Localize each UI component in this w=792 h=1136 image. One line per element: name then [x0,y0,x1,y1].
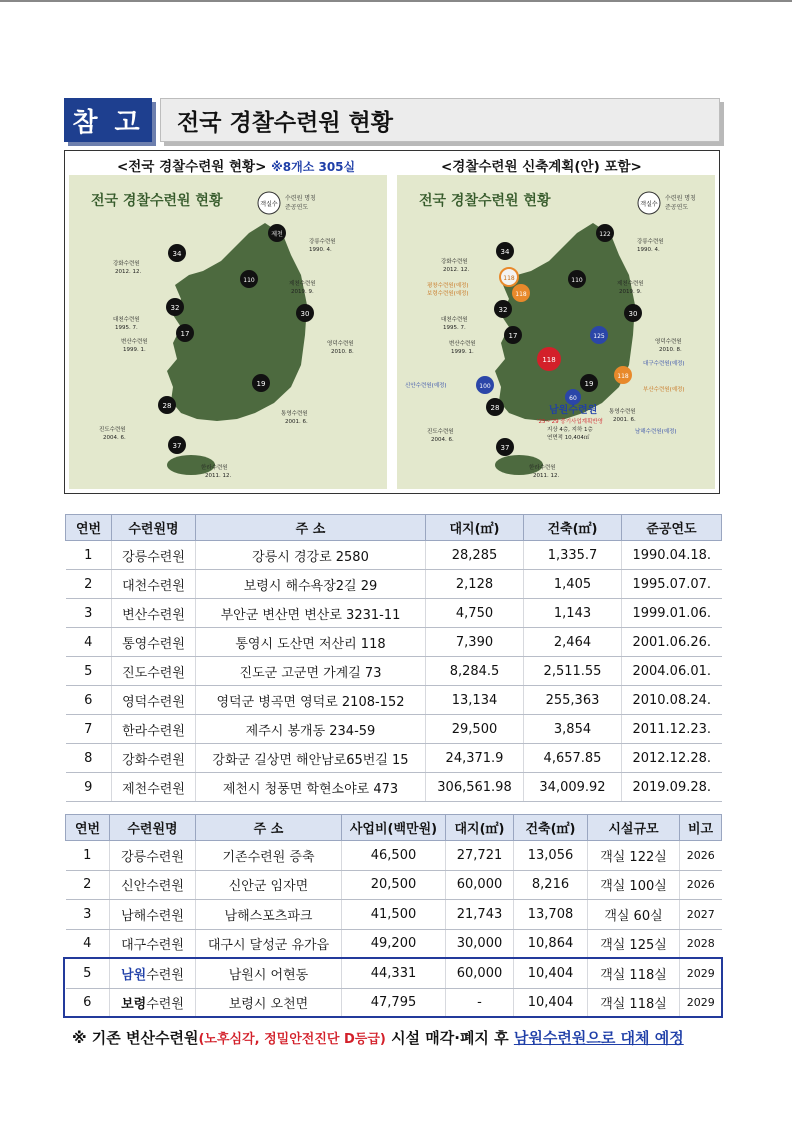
footnote: ※ 기존 변산수련원(노후심각, 정밀안전진단 D등급) 시설 매각·폐지 후 남원수련원으로 대체 예정 [72,1029,684,1047]
left-map-caption-note: ※8개소 305실 [271,160,356,174]
table-row: 6 영덕수련원 영덕군 병곡면 영덕로 2108-152 13,134 255,363 2010.08.24. [66,686,722,715]
table-row: 3 변산수련원 부안군 변산면 변산로 3231-11 4,750 1,143 1999.01.06. [66,599,722,628]
table-header-row [66,515,722,541]
table-row: 9 제천수련원 제천시 청풍면 학현소야로 473 306,561.98 34,009.92 2019.09.28. [66,773,722,802]
svg-text:2010. 8.: 2010. 8. [659,347,682,353]
svg-text:'25~'29 중기사업계획반영: '25~'29 중기사업계획반영 [537,419,603,425]
pin-daecheon [494,300,512,318]
svg-text:34: 34 [500,248,510,256]
svg-text:2012. 12.: 2012. 12. [115,269,142,275]
svg-text:한라수련원: 한라수련원 [529,465,556,471]
table-row: 5 진도수련원 진도군 고군면 가계길 73 8,284.5 2,511.55 2004.06.01. [66,657,722,686]
top-rule [0,0,792,2]
svg-text:진도수련원: 진도수련원 [427,429,454,435]
pin-gangneung [268,224,286,242]
pin-jindo [158,396,176,414]
svg-text:118: 118 [617,373,629,380]
col-completion: 준공연도 [622,515,722,541]
svg-text:2004. 6.: 2004. 6. [103,435,126,441]
svg-text:19: 19 [584,380,594,388]
svg-text:17: 17 [508,332,518,340]
pin-sinan-planned [476,376,494,394]
svg-text:32: 32 [170,304,180,312]
section-title [64,98,720,142]
col-name: 수련원명 [110,815,196,841]
current-facilities-map [69,175,387,489]
svg-text:지상 4층, 지하 1층: 지상 4층, 지하 1층 [547,427,593,433]
col-address: 주 소 [196,515,426,541]
col-building: 건축(㎡) [514,815,588,841]
pin-yeongdeok [624,304,642,322]
namwon-name: 남원수련원 [110,959,196,989]
table-row: 3 남해수련원 남해스포츠파크 41,500 21,743 13,708 객실 60실 2027 [66,900,722,930]
svg-text:2004. 6.: 2004. 6. [431,437,454,443]
svg-text:30: 30 [300,310,310,318]
pin-namwon-planned [537,347,561,371]
svg-text:2019. 9.: 2019. 9. [291,289,314,295]
svg-text:보령수련원(예정): 보령수련원(예정) [427,291,469,297]
pin-tongyeong [580,374,598,392]
pin-ganghwa [168,244,186,262]
table-row: 4 통영수련원 통영시 도산면 저산리 118 7,390 2,464 2001.06.26. [66,628,722,657]
svg-text:1990. 4.: 1990. 4. [637,247,660,253]
svg-text:남해수련원(예정): 남해수련원(예정) [635,429,677,435]
map-title: 전국 경찰수련원 현황 [419,193,551,209]
svg-text:부산수련원(예정): 부산수련원(예정) [643,387,685,393]
planned-facilities-table [65,814,722,1018]
svg-text:34: 34 [172,250,182,258]
svg-text:60: 60 [569,395,577,402]
svg-text:19: 19 [256,380,266,388]
svg-text:2010. 8.: 2010. 8. [331,349,354,355]
korea-map-current [69,175,387,489]
table-row: 2 대천수련원 보령시 해수욕장2길 29 2,128 1,405 1995.07.07. [66,570,722,599]
svg-text:대구수련원(예정): 대구수련원(예정) [643,361,685,367]
svg-text:영덕수련원: 영덕수련원 [327,341,354,347]
table-row-boryeong: 6 보령수련원 보령시 오천면 47,795 - 10,404 객실 118실 2029 [66,988,722,1018]
svg-text:1999. 1.: 1999. 1. [451,349,474,355]
svg-text:준공연도: 준공연도 [665,204,689,211]
col-building: 건축(㎡) [524,515,622,541]
svg-text:2012. 12.: 2012. 12. [443,267,470,273]
svg-text:대천수련원: 대천수련원 [113,317,140,323]
existing-facilities-table [65,514,722,802]
svg-text:객실수: 객실수 [260,201,278,208]
col-no: 연번 [66,515,112,541]
col-name: 수련원명 [112,515,196,541]
pin-tongyeong [252,374,270,392]
svg-text:118: 118 [542,356,556,364]
pin-halla [168,436,186,454]
planned-facilities-map [397,175,715,489]
col-land: 대지(㎡) [426,515,524,541]
svg-text:제천: 제천 [271,231,283,238]
svg-text:영덕수련원: 영덕수련원 [655,339,682,345]
pin-byeonsan [176,324,194,342]
svg-text:수련원 명칭: 수련원 명칭 [665,195,696,202]
table-row: 4 대구수련원 대구시 달성군 유가읍 49,200 30,000 10,864 객실 125실 2028 [66,929,722,959]
table-row-namwon: 5 남원수련원 남원시 어현동 44,331 60,000 10,404 객실 118실 2029 [66,959,722,989]
col-no: 연번 [66,815,110,841]
svg-text:강화수련원: 강화수련원 [113,261,140,267]
svg-text:평창수련원(예정): 평창수련원(예정) [427,283,469,289]
svg-text:28: 28 [162,402,172,410]
pin-ganghwa [496,242,514,260]
pin-daecheon [166,298,184,316]
col-address: 주 소 [196,815,342,841]
svg-text:준공연도: 준공연도 [285,204,309,211]
svg-text:2001. 6.: 2001. 6. [613,417,636,423]
svg-text:강화수련원: 강화수련원 [441,259,468,265]
reference-tag: 참 고 [64,98,152,142]
svg-text:110: 110 [571,277,583,284]
pin-jindo [486,398,504,416]
pin-busan-planned [614,366,632,384]
svg-text:17: 17 [180,330,190,338]
svg-text:한라수련원: 한라수련원 [201,465,228,471]
table-row: 1 강릉수련원 기존수련원 증축 46,500 27,721 13,056 객실 122실 2026 [66,841,722,871]
pin-pyeongchang-planned [500,268,518,286]
map-legend [258,192,316,214]
svg-text:변산수련원: 변산수련원 [449,341,476,347]
table-row: 8 강화수련원 강화군 길상면 해안남로65번길 15 24,371.9 4,657.85 2012.12.28. [66,744,722,773]
svg-text:1995. 7.: 1995. 7. [115,325,138,331]
svg-text:제천수련원: 제천수련원 [289,281,316,287]
table-row: 2 신안수련원 신안군 임자면 20,500 60,000 8,216 객실 100실 2026 [66,870,722,900]
svg-text:객실수: 객실수 [640,201,658,208]
svg-text:진도수련원: 진도수련원 [99,427,126,433]
table-row: 1 강릉수련원 강릉시 경강로 2580 28,285 1,335.7 1990.04.18. [66,541,722,570]
svg-text:강릉수련원: 강릉수련원 [637,239,664,245]
svg-text:122: 122 [599,231,611,238]
left-map-caption: <전국 경찰수련원 현황> ※8개소 305실 [117,159,356,175]
svg-text:통영수련원: 통영수련원 [609,409,636,415]
pin-halla [496,438,514,456]
map-title: 전국 경찰수련원 현황 [91,193,223,209]
map-legend [638,192,696,214]
pin-jecheon [240,270,258,288]
svg-text:제천수련원: 제천수련원 [617,281,644,287]
col-note: 비고 [680,815,722,841]
svg-text:100: 100 [479,383,491,390]
svg-text:2011. 12.: 2011. 12. [205,473,232,479]
pin-boryeong-planned [512,284,530,302]
svg-text:강릉수련원: 강릉수련원 [309,239,336,245]
svg-text:통영수련원: 통영수련원 [281,411,308,417]
korea-peninsula-shape [167,223,307,421]
pin-byeonsan [504,326,522,344]
svg-text:125: 125 [593,333,605,340]
boryeong-name: 보령수련원 [110,988,196,1018]
table-header-row [66,815,722,841]
pin-yeongdeok [296,304,314,322]
pin-jecheon [568,270,586,288]
svg-text:연면적 10,404㎡: 연면적 10,404㎡ [547,435,590,441]
svg-text:남원수련원: 남원수련원 [549,405,598,416]
right-map-caption: <경찰수련원 신축계획(안) 포함> [441,159,642,175]
korea-map-planned [397,175,715,489]
pin-gangneung [596,224,614,242]
svg-text:30: 30 [628,310,638,318]
pin-daegu-planned [590,326,608,344]
pin-namhae-planned [565,389,581,405]
svg-text:1999. 1.: 1999. 1. [123,347,146,353]
svg-text:118: 118 [515,291,527,298]
svg-text:변산수련원: 변산수련원 [121,339,148,345]
svg-text:1995. 7.: 1995. 7. [443,325,466,331]
col-scale: 시설규모 [588,815,680,841]
svg-text:2011. 12.: 2011. 12. [533,473,560,479]
map-panel [64,150,720,494]
page-title: 전국 경찰수련원 현황 [160,98,720,142]
svg-text:대천수련원: 대천수련원 [441,317,468,323]
table-row: 7 한라수련원 제주시 봉개동 234-59 29,500 3,854 2011.12.23. [66,715,722,744]
col-land: 대지(㎡) [446,815,514,841]
svg-text:신안수련원(예정): 신안수련원(예정) [405,383,447,389]
svg-text:2019. 9.: 2019. 9. [619,289,642,295]
svg-text:1990. 4.: 1990. 4. [309,247,332,253]
footnote-highlight: 남원수련원으로 대체 예정 [513,1029,684,1047]
col-budget: 사업비(백만원) [342,815,446,841]
svg-text:110: 110 [243,277,255,284]
svg-text:수련원 명칭: 수련원 명칭 [285,195,316,202]
svg-text:32: 32 [498,306,508,314]
svg-text:28: 28 [490,404,500,412]
svg-text:37: 37 [500,444,510,452]
korea-peninsula-shape [495,223,635,421]
svg-text:118: 118 [503,275,515,282]
svg-text:2001. 6.: 2001. 6. [285,419,308,425]
svg-text:37: 37 [172,442,182,450]
